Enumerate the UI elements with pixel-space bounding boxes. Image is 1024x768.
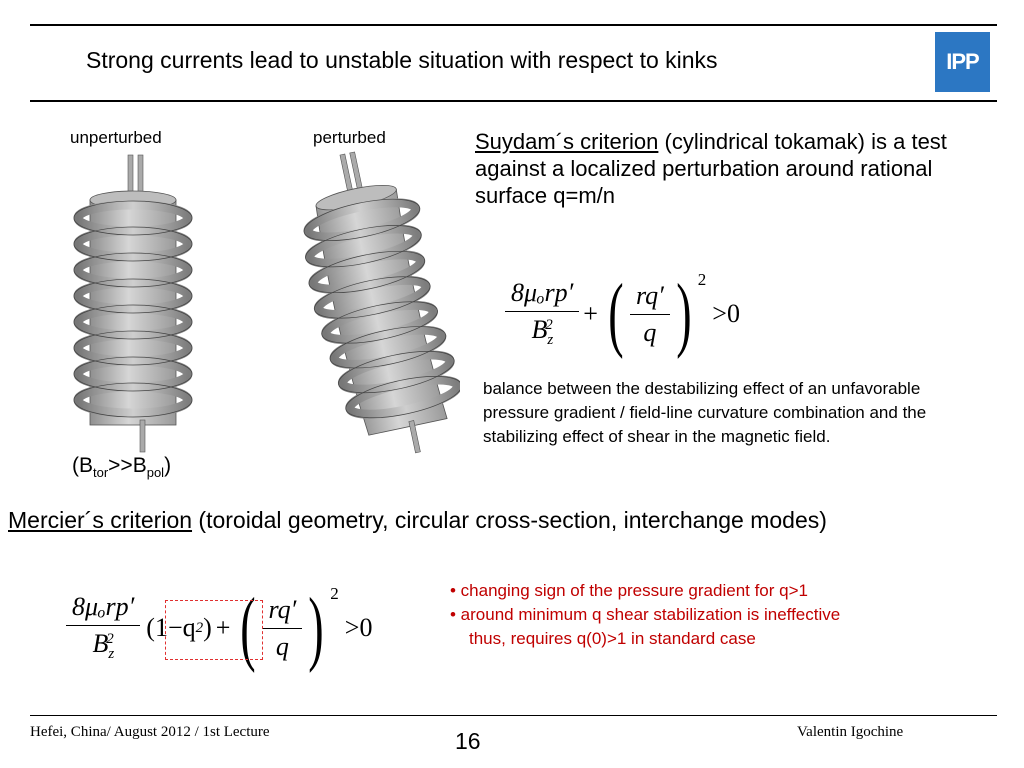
slide-title: Strong currents lead to unstable situation with respect to kinks [86,47,718,73]
field-ratio-note: $(B_{tor}>>B_{pol})$ [72,454,172,481]
perturbed-coil-illustration [300,150,460,460]
suydam-criterion-link[interactable]: Suydam´s criterion [475,129,659,154]
mercier-criterion-link[interactable]: Mercier´s criterion [8,507,193,533]
footer-left: Hefei, China/ August 2012 / 1st Lecture [30,724,270,740]
ipp-logo: IPP [935,32,990,92]
page-number: 16 [455,728,481,754]
label-unperturbed: unperturbed [70,128,162,147]
suydam-formula: $\frac{\text{8μₒrp′}}{B_z^2}$ + ( $\frac{rq'}{q}$ ) 2 >0 [505,272,740,356]
mercier-formula: $\frac{\text{8μₒrp′}}{B_z^2}$ (1−q 2 ) + ( $\frac{rq'}{q}$ ) 2 >0 [66,586,372,670]
balance-explanation: balance between the destabilizing effect of an unfavorable pressure gradient / field-line curvature combination and the stabilizing effect of shear in the magnetic field. [483,379,927,446]
footer-right: Valentin Igochine [797,724,904,740]
bullet-item: thus, requires q(0)>1 in standard case [469,629,756,648]
bullet-item: • changing sign of the pressure gradient for q>1 [450,581,808,600]
header-top-rule [30,24,997,26]
footer-rule [30,715,997,716]
highlight-box [165,600,263,660]
mercier-bullets [450,579,840,651]
unperturbed-coil-illustration [58,150,208,455]
header-bottom-rule [30,100,997,102]
label-perturbed: perturbed [313,128,386,147]
mercier-description: Mercier´s criterion (toroidal geometry, circular cross-section, interchange modes) [8,507,827,533]
bullet-item: • around minimum q shear stabilization is ineffective [450,605,841,624]
suydam-description: Suydam´s criterion (cylindrical tokamak) is a test against a localized perturbation around rational surface q=m/n [475,129,947,208]
